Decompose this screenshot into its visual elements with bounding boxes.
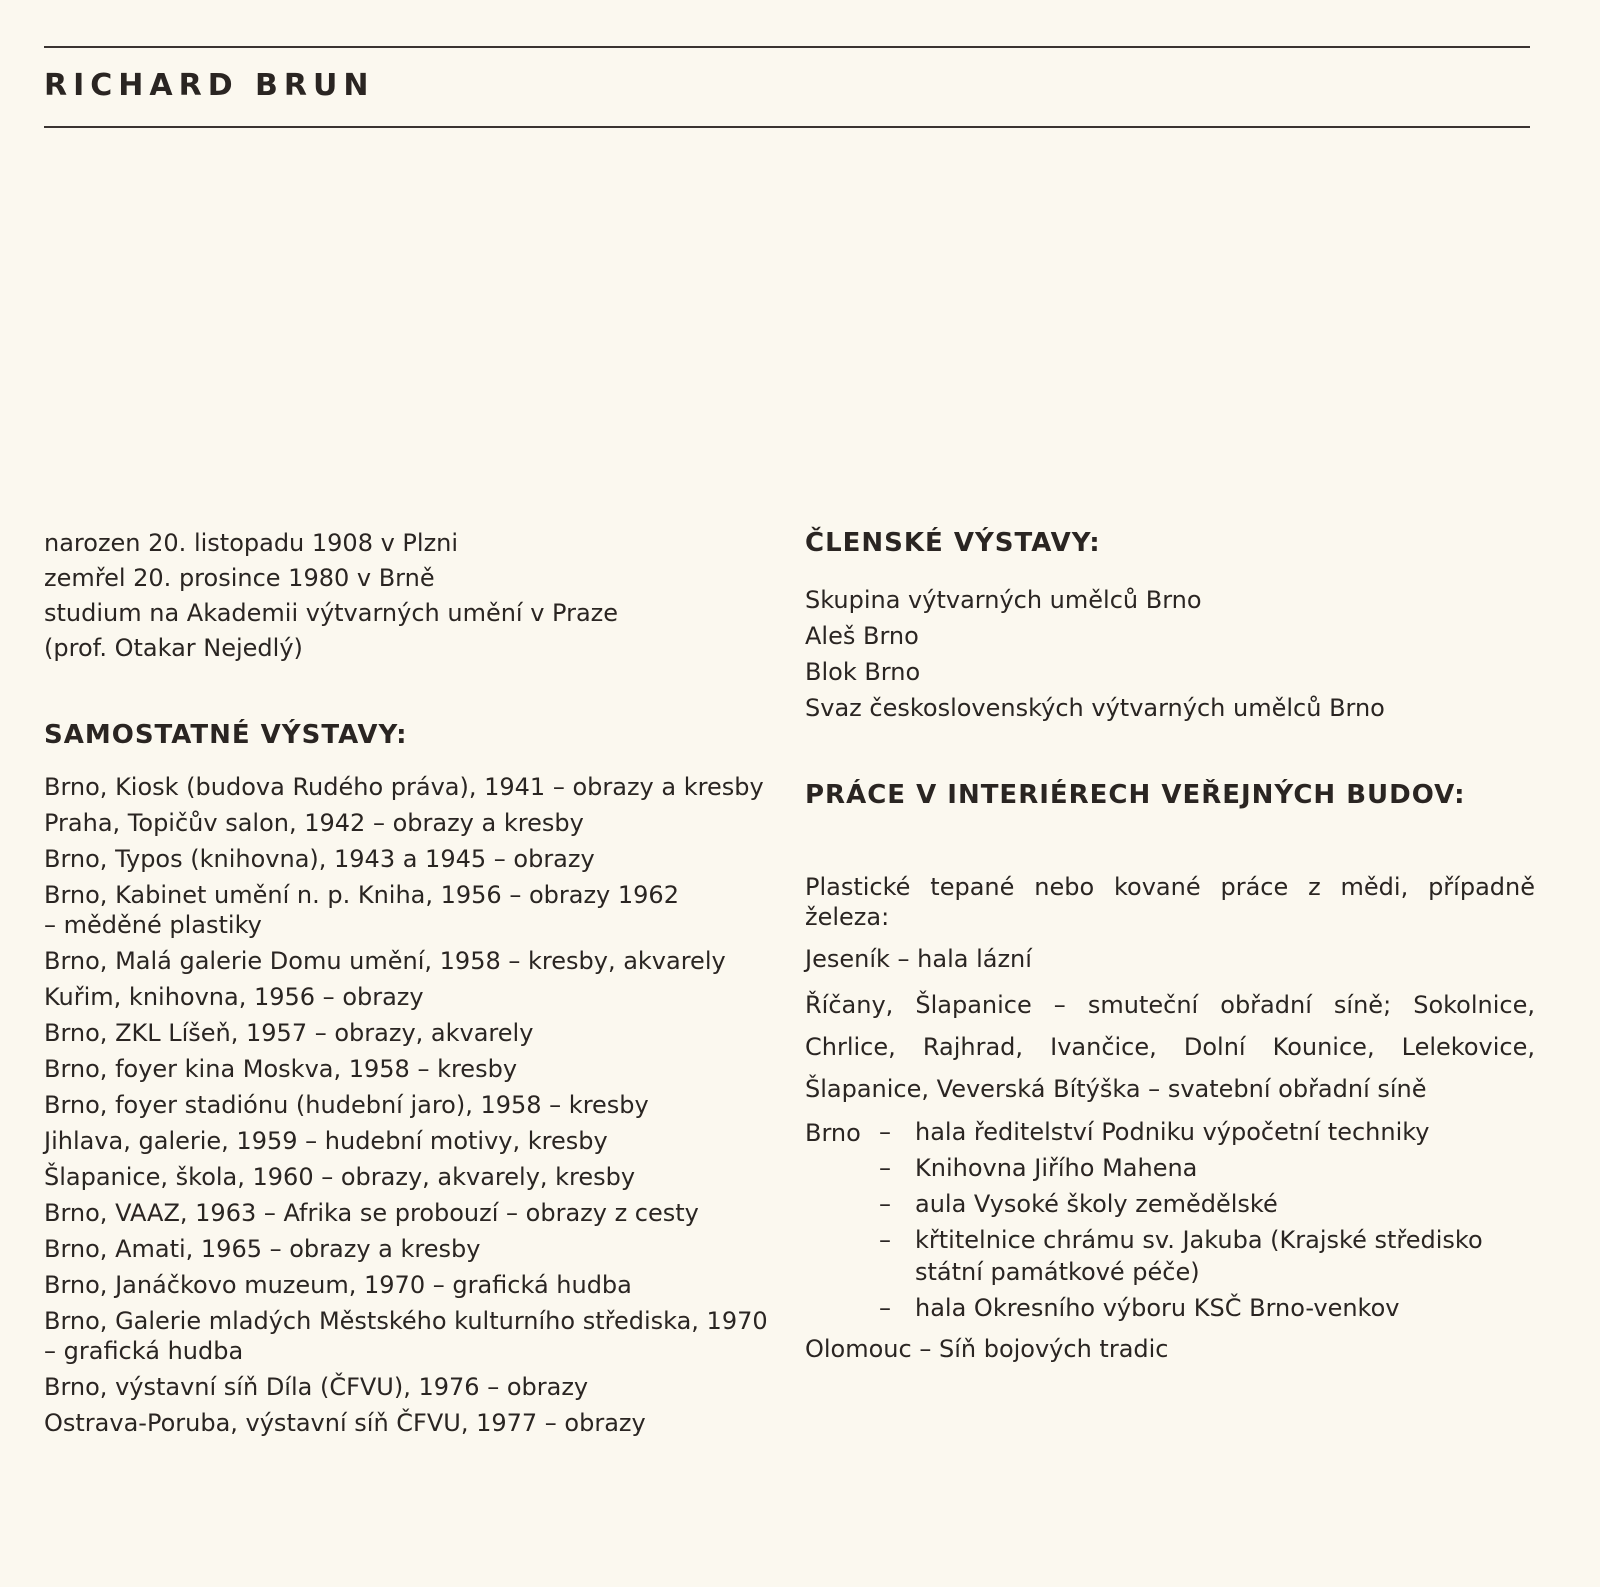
list-item: Brno, Galerie mladých Městského kulturního střediska, 1970 – grafická hudba	[44, 1307, 768, 1365]
list-item: Brno, foyer stadiónu (hudební jaro), 1958 – kresby	[44, 1091, 649, 1119]
right-column	[805, 526, 1535, 1376]
list-item: Brno, Janáčkovo muzeum, 1970 – grafická hudba	[44, 1271, 632, 1299]
work-ricany-line-3: Šlapanice, Veverská Bítýška – svatební obřadní síně	[805, 1075, 1427, 1103]
page-title: RICHARD BRUN	[44, 68, 375, 103]
list-item: Jihlava, galerie, 1959 – hudební motivy, kresby	[44, 1127, 608, 1155]
work-ricany-line-1: Říčany, Šlapanice – smuteční obřadní síně; Sokolnice,	[805, 991, 1535, 1019]
list-item: Skupina výtvarných umělců Brno	[805, 586, 1202, 614]
list-item: Brno, Malá galerie Domu umění, 1958 – kresby, akvarely	[44, 947, 726, 975]
dash: –	[879, 1154, 891, 1182]
list-item: Brno, Kiosk (budova Rudého práva), 1941 – obrazy a kresby	[44, 773, 764, 801]
bio-professor: (prof. Otakar Nejedlý)	[44, 634, 303, 662]
list-item: – hala ředitelství Podniku výpočetní techniky	[879, 1118, 1430, 1146]
dash: –	[879, 1190, 891, 1218]
bio-birth: narozen 20. listopadu 1908 v Plzni	[44, 529, 459, 557]
solo-exhibitions-heading: SAMOSTATNÉ VÝSTAVY:	[44, 720, 408, 750]
list-item: Aleš Brno	[805, 622, 919, 650]
brno-label: Brno	[805, 1119, 861, 1147]
work-ricany-line-2: Chrlice, Rajhrad, Ivančice, Dolní Kounice, Lelekovice,	[805, 1033, 1535, 1061]
group-exhibitions-heading: ČLENSKÉ VÝSTAVY:	[805, 528, 1101, 558]
left-column	[44, 526, 774, 1444]
list-item: Brno, ZKL Líšeň, 1957 – obrazy, akvarely	[44, 1019, 534, 1047]
list-item: – hala Okresního výboru KSČ Brno-venkov	[879, 1294, 1400, 1322]
group-exhibitions-list	[805, 582, 1535, 726]
header-bottom-rule	[44, 126, 1530, 128]
dash: –	[879, 1118, 891, 1146]
biography	[44, 526, 774, 666]
bio-death: zemřel 20. prosince 1980 v Brně	[44, 564, 435, 592]
list-item: Brno, Kabinet umění n. p. Kniha, 1956 – obrazy 1962 – měděné plastiky	[44, 881, 679, 939]
list-item: Svaz československých výtvarných umělců Brno	[805, 694, 1385, 722]
work-olomouc: Olomouc – Síň bojových tradic	[805, 1335, 1169, 1363]
dash: –	[879, 1294, 891, 1322]
bio-study: studium na Akademii výtvarných umění v Praze	[44, 599, 619, 627]
work-jesenik: Jeseník – hala lázní	[805, 945, 1032, 973]
list-item: Brno, foyer kina Moskva, 1958 – kresby	[44, 1055, 518, 1083]
list-item: Brno, Amati, 1965 – obrazy a kresby	[44, 1235, 481, 1263]
list-item: Brno, Typos (knihovna), 1943 a 1945 – obrazy	[44, 845, 595, 873]
top-rule	[44, 46, 1530, 48]
work-brno-block	[805, 1116, 1535, 1328]
list-item: Ostrava-Poruba, výstavní síň ČFVU, 1977 – obrazy	[44, 1409, 646, 1437]
list-item: Brno, výstavní síň Díla (ČFVU), 1976 – obrazy	[44, 1373, 589, 1401]
list-item: Šlapanice, škola, 1960 – obrazy, akvarely, kresby	[44, 1163, 636, 1191]
list-item: Brno, VAAZ, 1963 – Afrika se probouzí – obrazy z cesty	[44, 1199, 699, 1227]
dash: –	[879, 1226, 891, 1254]
list-item: – aula Vysoké školy zemědělské	[879, 1190, 1278, 1218]
list-item: – Knihovna Jiřího Mahena	[879, 1154, 1198, 1182]
public-works-heading: PRÁCE V INTERIÉRECH VEŘEJNÝCH BUDOV:	[805, 780, 1466, 810]
solo-exhibitions-list	[44, 772, 774, 1438]
public-works-intro: Plastické tepané nebo kované práce z mědi, případně železa:	[805, 873, 1535, 931]
list-item: Praha, Topičův salon, 1942 – obrazy a kresby	[44, 809, 584, 837]
list-item: Kuřim, knihovna, 1956 – obrazy	[44, 983, 424, 1011]
brno-items	[879, 1116, 1535, 1328]
list-item: – křtitelnice chrámu sv. Jakuba (Krajské středisko státní památkové péče)	[879, 1226, 1483, 1286]
list-item: Blok Brno	[805, 658, 921, 686]
